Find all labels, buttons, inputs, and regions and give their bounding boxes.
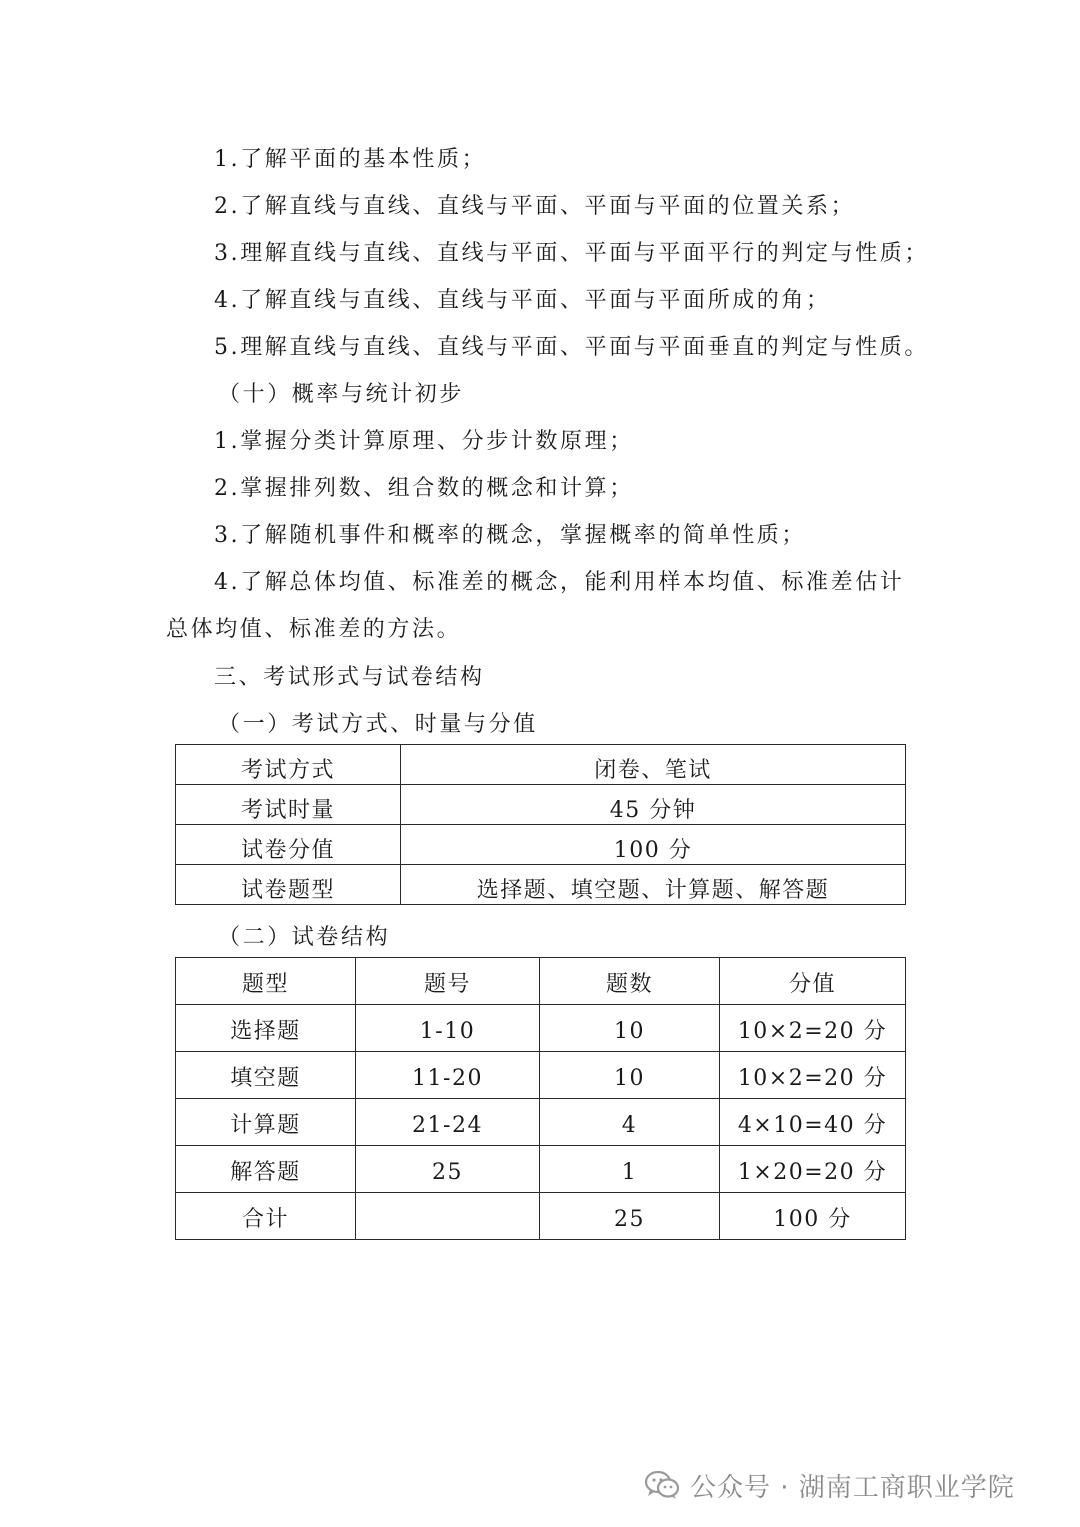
table-cell: 4 [540, 1099, 720, 1146]
table-row [176, 785, 906, 825]
column-header: 题数 [540, 958, 720, 1005]
table-cell: 100 分 [720, 1193, 906, 1240]
table-cell: 1×20=20 分 [720, 1146, 906, 1193]
table-row [176, 825, 906, 865]
watermark-footer [644, 1465, 1015, 1505]
paragraph-5: 5.理解直线与直线、直线与平面、平面与平面垂直的判定与性质。 [214, 335, 929, 360]
subsection-heading-structure: （二）试卷结构 [218, 925, 391, 950]
table-cell: 4×10=40 分 [720, 1099, 906, 1146]
table-cell-label: 考试方式 [176, 745, 401, 785]
table-row [176, 745, 906, 785]
table-cell: 11-20 [356, 1052, 540, 1099]
paragraph-1: 1.了解平面的基本性质； [214, 147, 487, 172]
table-cell: 10×2=20 分 [720, 1005, 906, 1052]
table-row [176, 1099, 906, 1146]
paper-structure-table [175, 957, 906, 1240]
table-cell: 10 [540, 1052, 720, 1099]
table-cell-label: 考试时量 [176, 785, 401, 825]
table-cell: 25 [356, 1146, 540, 1193]
table-header-row [176, 958, 906, 1005]
table-cell: 计算题 [176, 1099, 356, 1146]
table-cell-value: 闭卷、笔试 [401, 745, 906, 785]
table-row [176, 865, 906, 905]
table-cell: 解答题 [176, 1146, 356, 1193]
exam-method-table [175, 744, 906, 905]
section-heading-probability: （十）概率与统计初步 [218, 382, 465, 407]
watermark-text: 公众号 · 湖南工商职业学院 [690, 1472, 1015, 1503]
section-heading-exam-format: 三、考试形式与试卷结构 [214, 665, 485, 690]
paragraph-3: 3.理解直线与直线、直线与平面、平面与平面平行的判定与性质； [214, 241, 929, 266]
table-cell-value: 选择题、填空题、计算题、解答题 [401, 865, 906, 905]
table-cell: 填空题 [176, 1052, 356, 1099]
column-header: 题号 [356, 958, 540, 1005]
table-cell: 1-10 [356, 1005, 540, 1052]
table-cell [356, 1193, 540, 1240]
column-header: 题型 [176, 958, 356, 1005]
table-cell: 选择题 [176, 1005, 356, 1052]
table-cell-label: 试卷题型 [176, 865, 401, 905]
table-cell: 10 [540, 1005, 720, 1052]
paragraph-8: 3.了解随机事件和概率的概念，掌握概率的简单性质； [214, 523, 806, 548]
paragraph-2: 2.了解直线与直线、直线与平面、平面与平面的位置关系； [214, 194, 856, 219]
paragraph-6: 1.掌握分类计算原理、分步计数原理； [214, 429, 634, 454]
table-cell-label: 试卷分值 [176, 825, 401, 865]
table-row [176, 1005, 906, 1052]
paragraph-9-continued: 总体均值、标准差的方法。 [166, 617, 462, 642]
subsection-heading-exam-method: （一）考试方式、时量与分值 [218, 712, 538, 737]
table-row [176, 1052, 906, 1099]
table-cell-value: 45 分钟 [401, 785, 906, 825]
paragraph-9: 4.了解总体均值、标准差的概念，能利用样本均值、标准差估计 [214, 570, 905, 595]
paragraph-4: 4.了解直线与直线、直线与平面、平面与平面所成的角； [214, 288, 831, 313]
table-cell: 10×2=20 分 [720, 1052, 906, 1099]
column-header: 分值 [720, 958, 906, 1005]
wechat-icon [644, 1469, 680, 1501]
paragraph-7: 2.掌握排列数、组合数的概念和计算； [214, 476, 634, 501]
table-row [176, 1146, 906, 1193]
table-cell: 1 [540, 1146, 720, 1193]
table-cell: 合计 [176, 1193, 356, 1240]
table-cell-value: 100 分 [401, 825, 906, 865]
table-cell: 25 [540, 1193, 720, 1240]
table-cell: 21-24 [356, 1099, 540, 1146]
table-row-total [176, 1193, 906, 1240]
